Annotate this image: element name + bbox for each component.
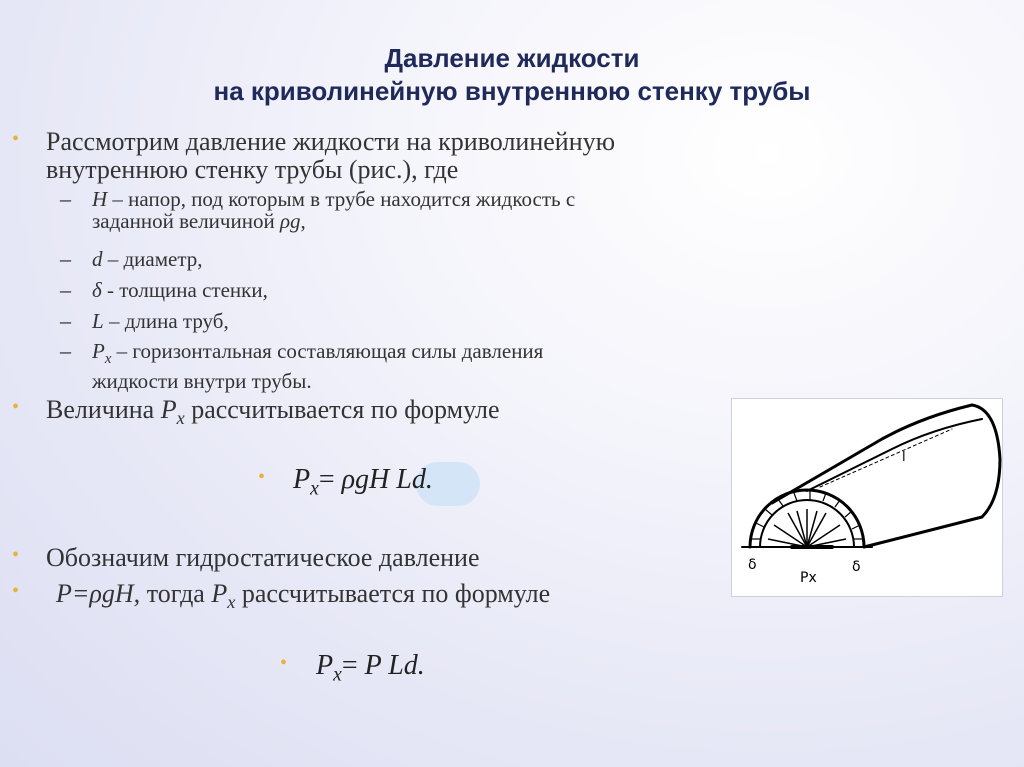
dash-icon: – xyxy=(60,186,71,211)
bullet-icon: • xyxy=(280,652,288,674)
pressure-arrows xyxy=(768,509,846,547)
bullet-icon: • xyxy=(12,544,20,566)
title-line-2: на криволинейную внутреннюю стенку трубы xyxy=(213,76,811,106)
def-px-line-2: жидкости внутри трубы. xyxy=(92,369,312,394)
pipe-figure xyxy=(731,398,1003,597)
def-px-line-1: $P_x$ – горизонтальная составляющая силы давления xyxy=(92,339,544,368)
bullet-icon: • xyxy=(12,128,20,150)
bullet-icon: • xyxy=(12,396,20,418)
def-h-line-2: заданной величиной ρg, xyxy=(92,209,306,233)
length-label: l xyxy=(902,450,906,465)
intro-line-2: внутреннюю стенку трубы (рис.), где xyxy=(46,155,459,184)
dash-icon: – xyxy=(60,308,71,333)
slide-title xyxy=(0,42,1024,108)
intro-line-1: Рассмотрим давление жидкости на криволинейную xyxy=(46,127,616,156)
dash-icon: – xyxy=(60,246,71,271)
px-label: Px xyxy=(800,570,817,586)
delta-right-label: δ xyxy=(852,559,861,575)
bullet-icon: • xyxy=(258,466,266,488)
dash-icon: – xyxy=(60,338,71,363)
pipe-drawing xyxy=(732,399,1002,596)
title-line-1: Давление жидкости xyxy=(384,43,640,73)
def-h-line-1: H – напор, под которым в трубе находится жидкость с xyxy=(92,187,576,211)
bullet-icon: • xyxy=(12,580,20,602)
dash-icon: – xyxy=(60,277,71,302)
delta-left-label: δ xyxy=(748,557,757,573)
